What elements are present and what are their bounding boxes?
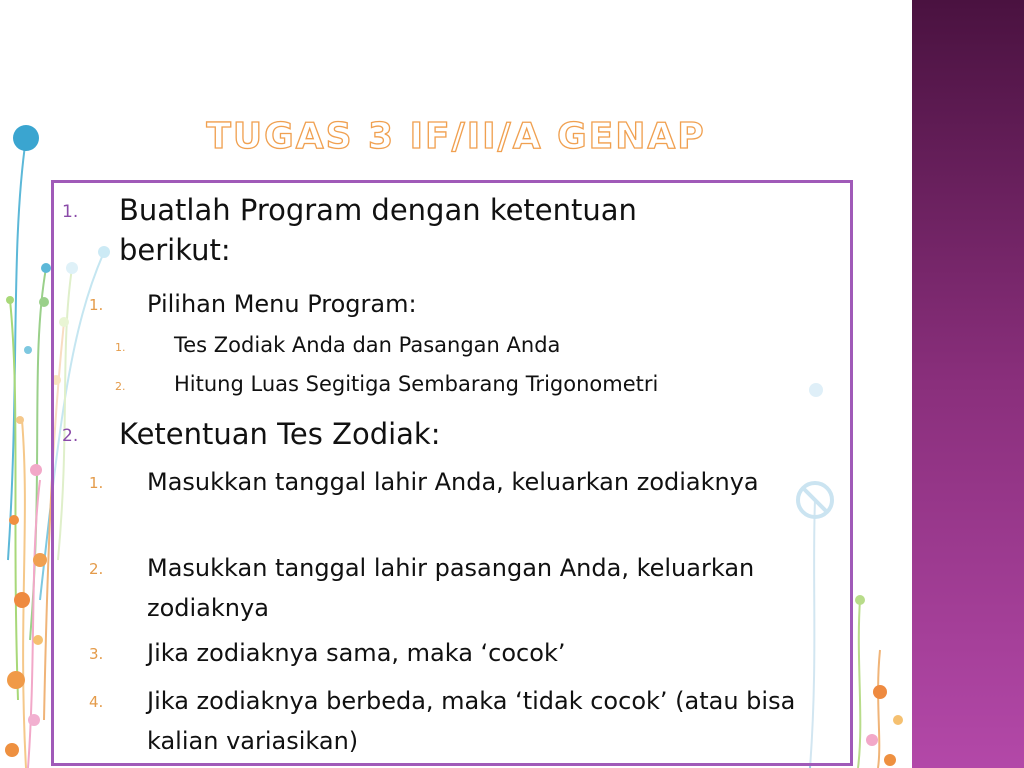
list-text: Hitung Luas Segitiga Sembarang Trigonometri xyxy=(174,372,659,396)
list-number: 1. xyxy=(89,296,104,314)
list-text: Pilihan Menu Program: xyxy=(147,290,417,318)
list-number: 1. xyxy=(115,341,126,354)
list-text: Jika zodiaknya sama, maka ‘cocok’ xyxy=(147,639,566,667)
list-text: Masukkan tanggal lahir pasangan Anda, keluarkan zodiaknya xyxy=(147,554,755,622)
list-number: 4. xyxy=(89,693,104,711)
list-text: Tes Zodiak Anda dan Pasangan Anda xyxy=(174,333,561,357)
list-text: Jika zodiaknya berbeda, maka ‘tidak cocok’ (atau bisa kalian variasikan) xyxy=(147,687,796,755)
list-number: 2. xyxy=(62,426,79,446)
list-number: 2. xyxy=(89,560,104,578)
slide-title: TUGAS 3 IF/II/A GENAP xyxy=(206,116,706,157)
list-text: Ketentuan Tes Zodiak: xyxy=(119,417,441,451)
list-number: 1. xyxy=(62,202,79,222)
purple-sidebar xyxy=(912,0,1024,768)
list-number: 2. xyxy=(115,380,126,393)
list-number: 3. xyxy=(89,645,104,663)
list-number: 1. xyxy=(89,474,104,492)
list-text: Buatlah Program dengan ketentuan berikut: xyxy=(119,193,637,267)
list-text: Masukkan tanggal lahir Anda, keluarkan zodiaknya xyxy=(147,468,759,496)
